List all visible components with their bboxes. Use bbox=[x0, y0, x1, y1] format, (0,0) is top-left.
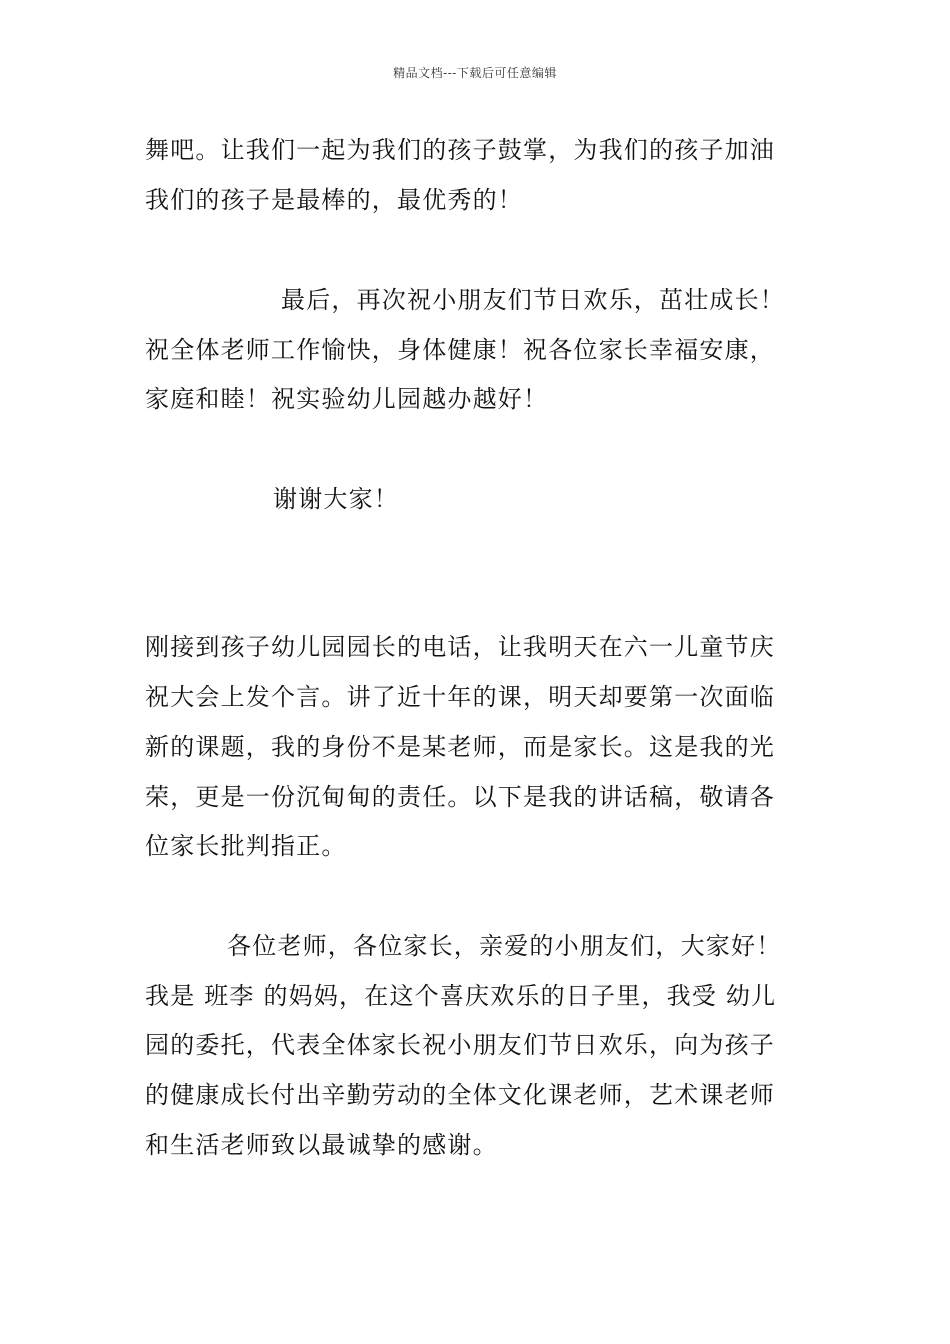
text-line: 荣，更是一份沉甸甸的责任。以下是我的讲话稿，敬请各 bbox=[145, 783, 775, 811]
text-line: 家庭和睦！祝实验幼儿园越办越好！ bbox=[145, 385, 549, 413]
text-line: 和生活老师致以最诚挚的感谢。 bbox=[145, 1131, 498, 1159]
text-line: 新的课题，我的身份不是某老师，而是家长。这是我的光 bbox=[145, 733, 775, 761]
text-line: 园的委托，代表全体家长祝小朋友们节日欢乐，向为孩子 bbox=[145, 1031, 775, 1059]
text-line: 的健康成长付出辛勤劳动的全体文化课老师，艺术课老师 bbox=[145, 1081, 775, 1109]
closing-thanks: 谢谢大家！ bbox=[273, 485, 399, 513]
text-line: 位家长批判指正。 bbox=[145, 832, 347, 860]
text-line: 刚接到孩子幼儿园园长的电话，让我明天在六一儿童节庆 bbox=[145, 633, 775, 661]
text-line: 最后，再次祝小朋友们节日欢乐，茁壮成长！ bbox=[281, 286, 785, 314]
greeting-line: 各位老师，各位家长，亲爱的小朋友们，大家好！ bbox=[227, 932, 782, 960]
text-line: 我是 班李 的妈妈，在这个喜庆欢乐的日子里，我受 幼儿 bbox=[145, 982, 777, 1010]
page-header: 精品文档---下载后可任意编辑 bbox=[393, 66, 557, 80]
text-line: 我们的孩子是最棒的，最优秀的！ bbox=[145, 186, 523, 214]
text-line: 祝大会上发个言。讲了近十年的课，明天却要第一次面临 bbox=[145, 683, 775, 711]
text-line: 舞吧。让我们一起为我们的孩子鼓掌，为我们的孩子加油 bbox=[145, 136, 775, 164]
text-line: 祝全体老师工作愉快，身体健康！祝各位家长幸福安康， bbox=[145, 336, 775, 364]
